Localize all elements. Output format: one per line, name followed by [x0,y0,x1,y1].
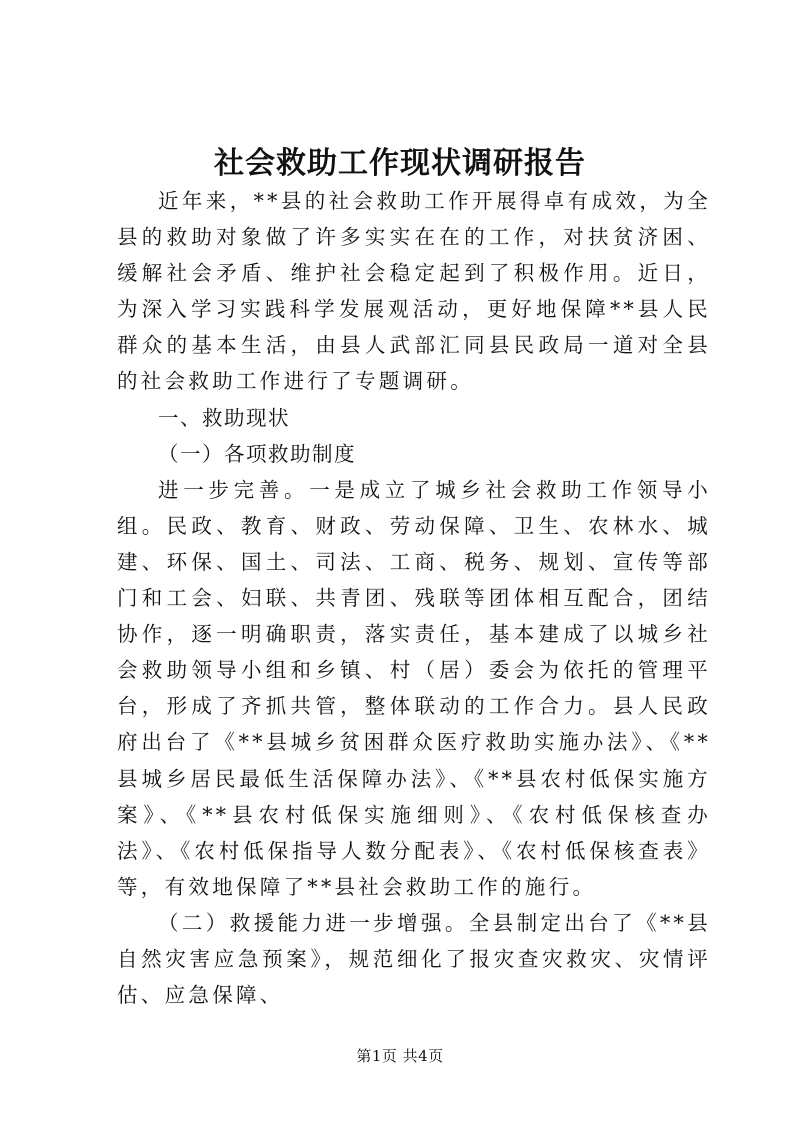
document-body [117,183,711,1013]
body-paragraph: （二）救援能力进一步增强。全县制定出台了《**县自然灾害应急预案》，规范细化了报灾查灾救灾、灾情评估、应急保障、 [117,910,711,1008]
subsection-heading: （一）各项救助制度 [158,441,356,466]
intro-paragraph: 近年来，**县的社会救助工作开展得卓有成效，为全县的救助对象做了许多实实在在的工作，对扶贫济困、缓解社会矛盾、维护社会稳定起到了积极作用。近日，为深入学习实践科学发展观活动，更好地保障**县人民群众的基本生活，由县人武部汇同县民政局一道对全县的社会救助工作进行了专题调研。 [117,189,711,394]
document-title: 社会救助工作现状调研报告 [214,146,586,181]
page-footer: 第1页 共4页 [356,1047,444,1065]
body-paragraph: 进一步完善。一是成立了城乡社会救助工作领导小组。民政、教育、财政、劳动保障、卫生、农林水、城建、环保、国土、司法、工商、税务、规划、宣传等部门和工会、妇联、共青团、残联等团体相互配合，团结协作，逐一明确职责，落实责任，基本建成了以城乡社会救助领导小组和乡镇、村（居）委会为依托的管理平台，形成了齐抓共管，整体联动的工作合力。县人民政府出台了《**县城乡贫困群众医疗救助实施办法》、《**县城乡居民最低生活保障办法》、《**县农村低保实施方案》、《**县农村低保实施细则》、《农村低保核查办法》、《农村低保指导人数分配表》、《农村低保核查表》等，有效地保障了**县社会救助工作的施行。 [117,477,711,899]
section-heading: 一、救助现状 [158,405,290,430]
